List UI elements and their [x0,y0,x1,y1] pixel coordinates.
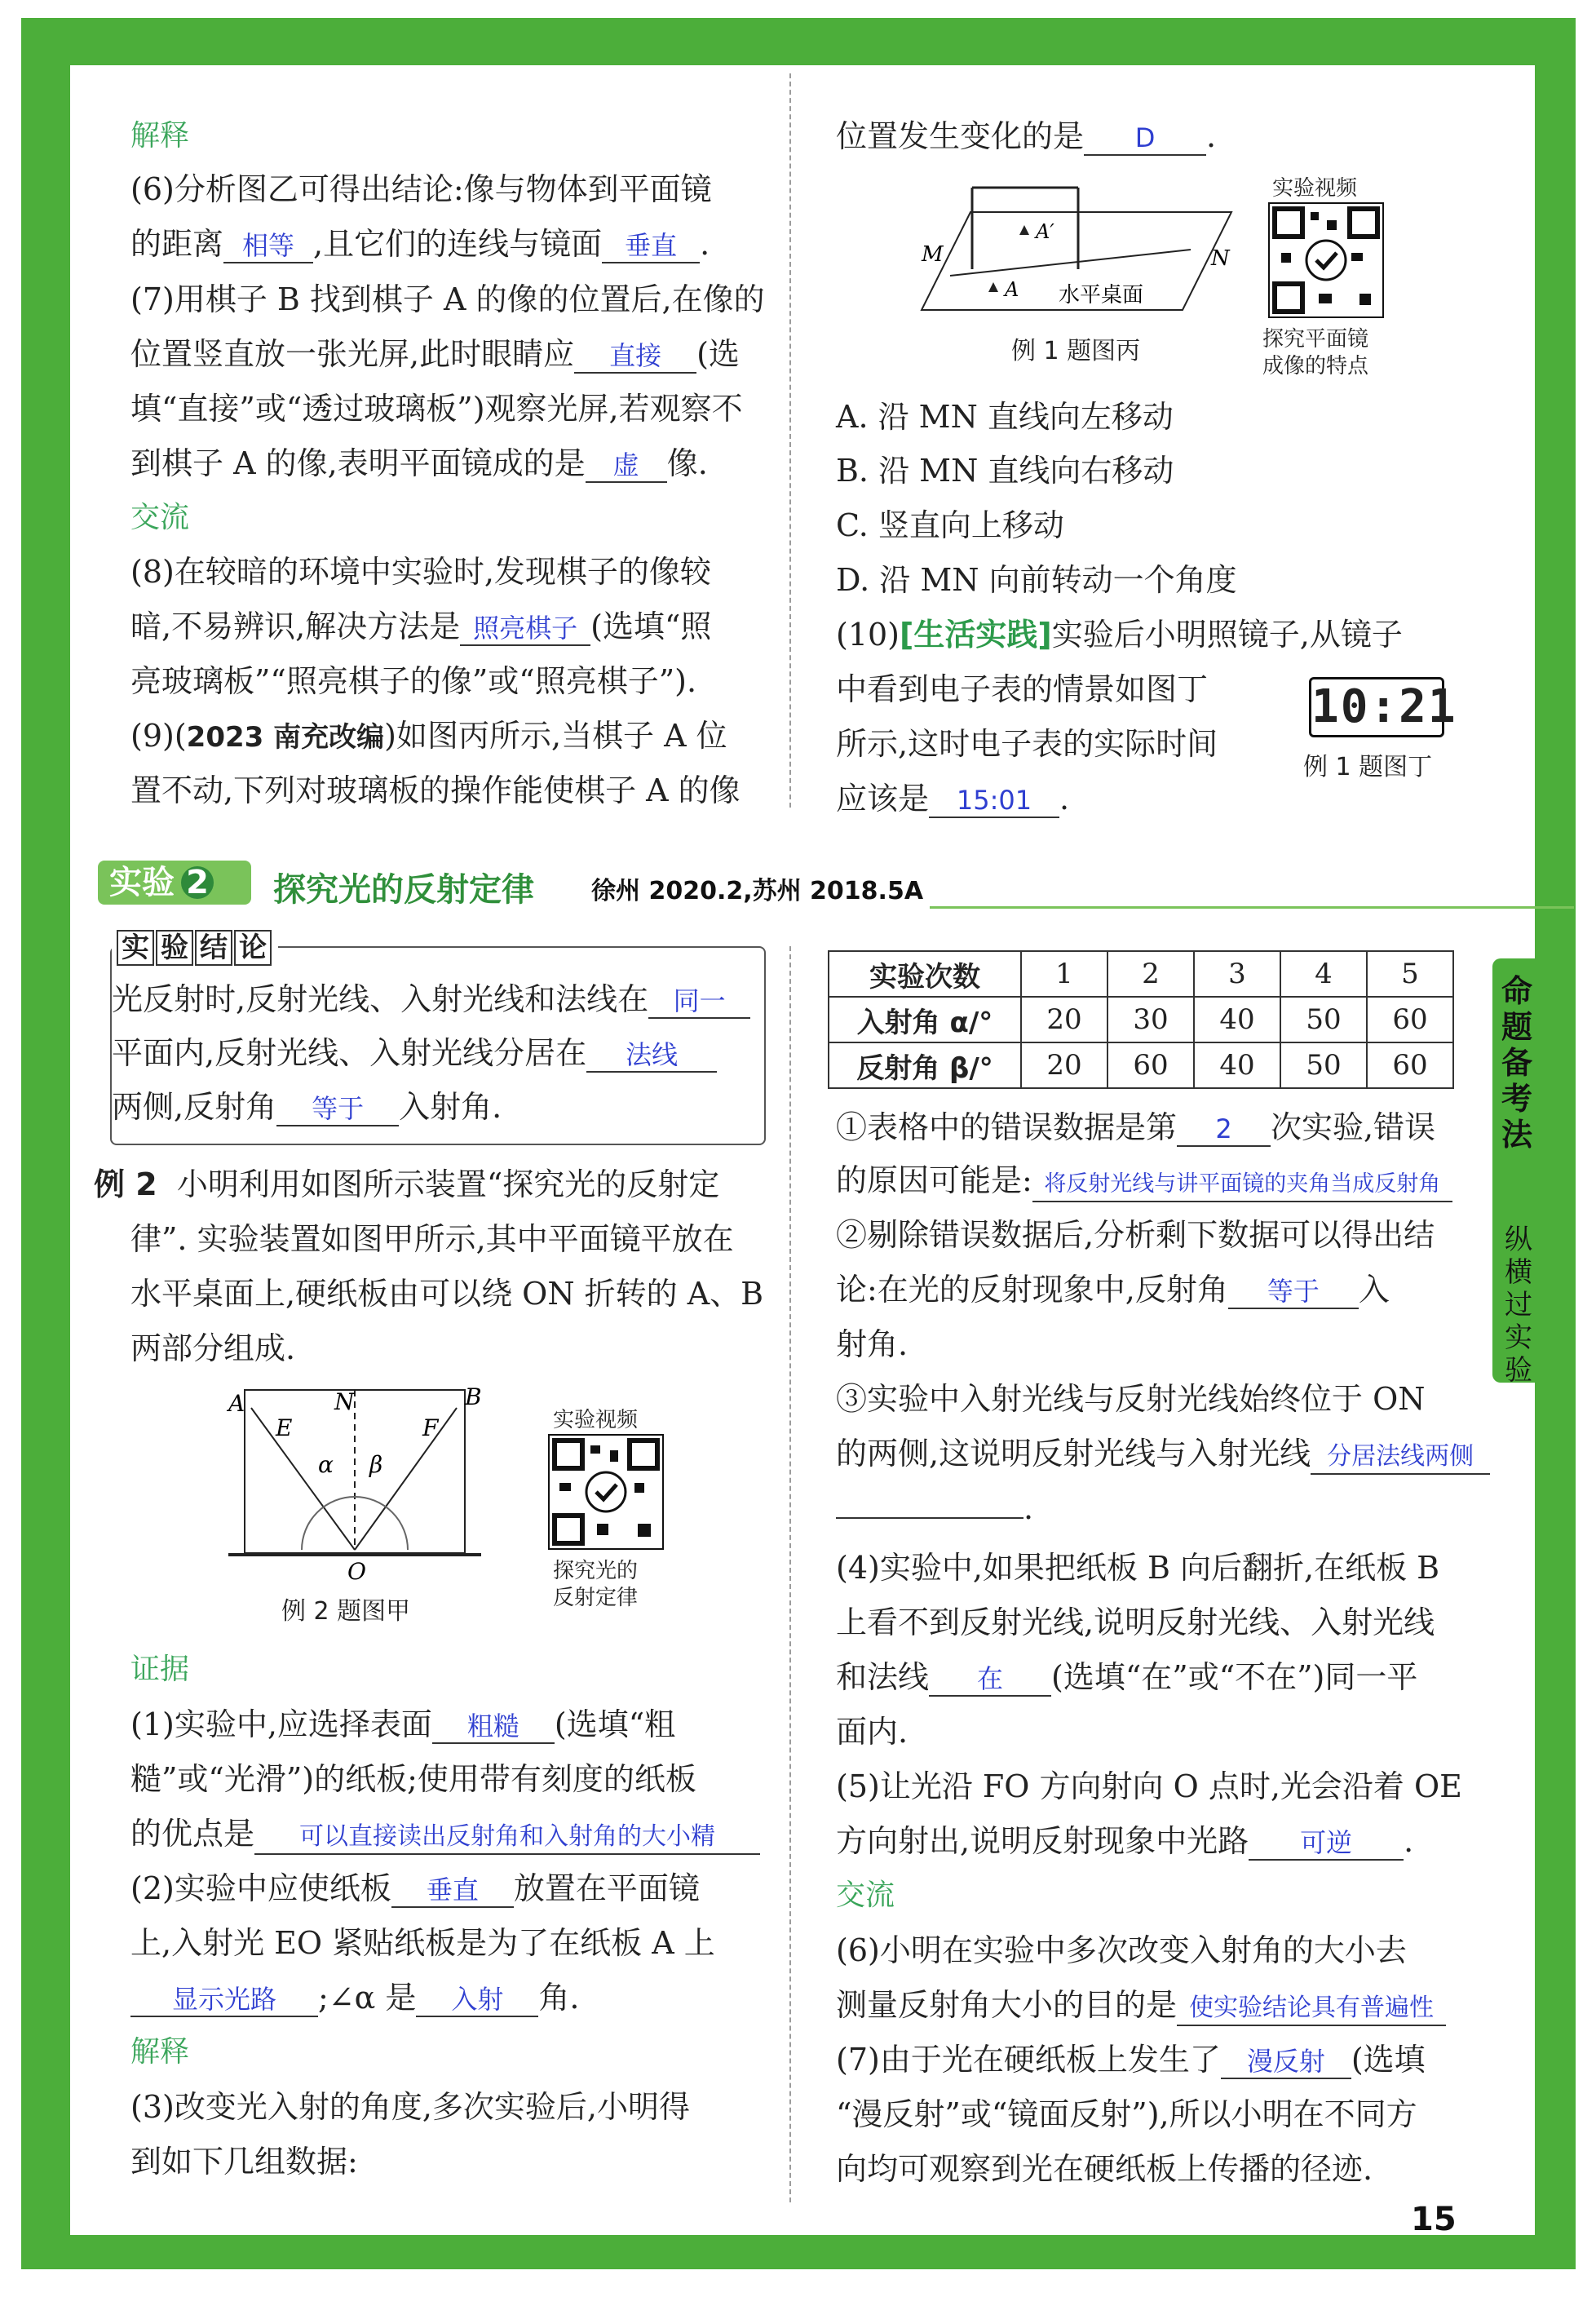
conclusion-label-4: 论 [234,930,272,966]
conclusion-text-2: 平面内,反射光线、入射光线分居在 [112,1035,587,1071]
q9-source: 2023 南充改编 [186,721,385,754]
r-text-2: 次实验,错误 [1271,1109,1436,1145]
table-cell: 20 [1021,997,1107,1042]
conclusion-text-4: 入射角. [399,1089,502,1125]
qr2-label-1: 探究光的 [553,1559,639,1583]
r-answer-3[interactable]: 等于 [1228,1275,1359,1309]
q7r-line2: “漫反射”或“镜面反射”),所以小明在不同方 [836,2096,1417,2132]
ex2-q2-answer-2[interactable]: 显示光路 [130,1983,318,2017]
ex2-q2-line2: 上,入射光 EO 紧贴纸板是为了在纸板 A 上 [130,1925,715,1961]
ex2-q3-line1: (3)改变光入射的角度,多次实验后,小明得 [130,2089,690,2125]
q9-text-a: (9)( [130,718,187,754]
q10-text-c: 应该是 [836,781,930,817]
q6-text-b: ,且它们的连线与镜面 [313,226,603,262]
label-beta: β [369,1451,383,1478]
q6r-line1: (6)小明在实验中多次改变入射角的大小去 [836,1932,1407,1968]
ex2-line4: 两部分组成. [130,1330,296,1366]
table-cell: 20 [1021,1042,1107,1088]
conclusion-line2 [112,1031,717,1075]
chess-piece [988,282,998,292]
q8-line2 [130,604,711,648]
label-b: B [465,1387,482,1410]
ex2-q1-answer-1[interactable]: 粗糙 [432,1710,555,1744]
r-text-4: 论:在光的反射现象中,反射角 [836,1272,1228,1308]
qr1-label-2: 成像的特点 [1262,354,1369,378]
table-row [829,997,1453,1042]
conclusion-line3 [112,1085,502,1129]
figure-d-caption: 例 1 题图丁 [1303,753,1433,781]
q7-text-d: 像. [666,445,708,481]
r-line6: ③实验中入射光线与反射光线始终位于 ON [836,1381,1426,1417]
q9-text-d: . [1206,118,1217,154]
conclusion-label-3: 结 [195,930,232,966]
option-a: A. 沿 MN 直线向左移动 [836,399,1174,435]
conclusion-answer-3[interactable]: 等于 [276,1092,399,1126]
q9-line3 [836,114,1216,158]
section-rule [930,906,1574,909]
heading-communicate-2: 交流 [836,1879,895,1912]
option-c: C. 竖直向上移动 [836,507,1064,543]
q7-text-c: 到棋子 A 的像,表明平面镜成的是 [130,445,586,481]
q7-line2 [130,332,740,376]
table-cell: 30 [1107,997,1194,1042]
q6r-text-a: 测量反射角大小的目的是 [836,1987,1178,2023]
q4-line3 [836,1655,1417,1699]
r-text-7: . [1023,1490,1034,1526]
ex2-q2-answer-3[interactable]: 入射 [416,1983,538,2017]
ex2-q2-text-c: ;∠α 是 [318,1980,417,2016]
heading-communicate: 交流 [130,501,190,534]
q10-line3: 所示,这时电子表的实际时间 [836,726,1218,762]
r-text-6: 的两侧,这说明反射光线与入射光线 [836,1436,1311,1472]
ex2-q1-line3 [130,1812,760,1856]
q8-line3: 亮玻璃板”“照亮棋子的像”或“照亮棋子”). [130,663,697,699]
incident-ray [251,1408,355,1550]
conclusion-answer-2[interactable]: 法线 [586,1038,717,1073]
figure-reflection-setup [220,1387,489,1582]
q6r-line2 [836,1983,1446,2027]
label-a: A [228,1390,245,1417]
q10-text-a: (10) [836,617,900,653]
q5-answer[interactable]: 可逆 [1249,1826,1404,1861]
qr2-label-2: 反射定律 [553,1586,639,1610]
q8-line1: (8)在较暗的环境中实验时,发现棋子的像较 [130,554,711,590]
label-a: A [1005,278,1019,301]
r-answer-4[interactable]: 分居法线两侧 [1311,1441,1490,1475]
q8-answer[interactable]: 照亮棋子 [460,612,590,646]
section-badge-text: 实验 [109,864,175,901]
r-answer-2[interactable]: 将反射光线与讲平面镜的夹角当成反射角 [1032,1168,1452,1202]
qr1-label-1: 探究平面镜 [1262,327,1369,352]
section-2-header [98,861,1468,910]
table-cell: 入射角 α/° [829,997,1021,1042]
q4-line1: (4)实验中,如果把纸板 B 向后翻折,在纸板 B [836,1550,1440,1586]
q4-line4: 面内. [836,1714,909,1750]
q9-answer[interactable]: D [1084,122,1206,156]
r-line8 [836,1486,1033,1530]
q10-text-d: . [1059,781,1070,817]
qr-code-2[interactable] [548,1434,664,1550]
q6-text-a: 的距离 [130,226,224,262]
qr-pattern-icon [550,1436,662,1548]
heading-evidence: 证据 [130,1653,190,1686]
q10-line1 [836,613,1403,657]
table-cell: 3 [1194,951,1280,997]
r-line3: ②剔除错误数据后,分析剩下数据可以得出结 [836,1217,1435,1253]
conclusion-text-3: 两侧,反射角 [112,1089,277,1125]
ex2-q1-text-b: (选填“粗 [554,1706,676,1742]
q4-answer[interactable]: 在 [929,1662,1051,1697]
table-cell: 40 [1194,1042,1280,1088]
q9-text-c: 位置发生变化的是 [836,118,1085,154]
table-cell: 1 [1021,951,1107,997]
reflected-ray [355,1408,457,1550]
q9-line2: 置不动,下列对玻璃板的操作能使棋子 A 的像 [130,772,741,808]
option-d: D. 沿 MN 向前转动一个角度 [836,562,1237,598]
page-frame-bottom [21,2235,1576,2269]
qr-pattern-icon [1270,204,1382,316]
figure-mirror-setup [913,179,1240,326]
q7-answer-2[interactable]: 虚 [586,449,667,483]
figure-a-caption: 例 2 题图甲 [281,1597,411,1626]
q6-line2 [130,222,710,266]
ex2-q1-line2: 糙”或“光滑”)的纸板;使用带有刻度的纸板 [130,1761,696,1797]
q10-text-b: 实验后小明照镜子,从镜子 [1051,617,1403,653]
q7r-line1 [836,2038,1426,2082]
r-line2 [836,1158,1452,1202]
section-number: 2 [181,866,214,899]
q6-line1: (6)分析图乙可得出结论:像与物体到平面镜 [130,171,712,207]
ex2-q1-answer-2[interactable]: 可以直接读出反射角和入射角的大小精 [254,1821,760,1855]
table-cell: 60 [1367,997,1453,1042]
q7-text-b: (选 [696,336,740,372]
ex2-text-1: 小明利用如图所示装置“探究光的反射定 [176,1166,720,1202]
q6-answer-1[interactable]: 相等 [223,229,313,263]
q5-text-b: . [1404,1823,1414,1859]
q7r-answer[interactable]: 漫反射 [1221,2045,1351,2079]
table-cell: 60 [1367,1042,1453,1088]
side-tab-title: 命题备考法 [1501,973,1532,1153]
table-cell: 实验次数 [829,951,1021,997]
ex2-q1-text-a: (1)实验中,应选择表面 [130,1706,432,1742]
r-text-3: 的原因可能是: [836,1162,1032,1198]
ex2-q2-answer-1[interactable]: 垂直 [391,1874,514,1908]
q4-line2: 上看不到反射光线,说明反射光线、入射光线 [836,1604,1435,1640]
heading-explain: 解释 [130,119,190,153]
q6r-answer[interactable]: 使实验结论具有普遍性 [1177,1992,1446,2026]
q4-text-a: 和法线 [836,1659,930,1695]
conclusion-label-1: 实 [117,930,154,966]
figure-c-caption: 例 1 题图丙 [1011,337,1141,365]
q4-text-b: (选填“在”或“不在”)同一平 [1051,1659,1418,1695]
option-b: B. 沿 MN 直线向右移动 [836,453,1174,489]
q7r-text-b: (选填 [1351,2042,1426,2078]
ex2-q3-line2: 到如下几组数据: [130,2144,358,2180]
q10-line2: 中看到电子表的情景如图丁 [836,671,1209,707]
q7r-text-a: (7)由于光在硬纸板上发生了 [836,2042,1221,2078]
section-title: 探究光的反射定律 [273,871,534,909]
q7-text-a: 位置竖直放一张光屏,此时眼睛应 [130,336,575,372]
table-cell: 4 [1280,951,1367,997]
q5-line1: (5)让光沿 FO 方向射向 O 点时,光会沿着 OE [836,1768,1462,1804]
table-row [829,951,1453,997]
table-cell: 2 [1107,951,1194,997]
ex2-q2-text-d: 角. [538,1980,580,2016]
conclusion-box [110,932,766,1145]
qr1-title: 实验视频 [1272,176,1358,201]
q10-tag: [生活实践] [900,617,1052,653]
label-m: M [922,242,944,267]
ex2-q2-text-b: 放置在平面镜 [513,1870,700,1906]
table-cell: 反射角 β/° [829,1042,1021,1088]
conclusion-answer-1[interactable]: 同一 [648,985,750,1019]
table-cell: 50 [1280,997,1367,1042]
page-frame-left [21,18,70,2269]
label-table: 水平桌面 [1059,283,1144,308]
q9-line1 [130,714,727,759]
ex2-q1-text-c: 的优点是 [130,1816,255,1852]
column-divider-bottom [789,946,791,2202]
side-tab-subtitle: 纵横过实验 [1505,1224,1532,1387]
section-badge [98,861,251,905]
ex2-line2: 律”. 实验装置如图甲所示,其中平面镜平放在 [130,1221,734,1257]
ex2-q1-line1 [130,1702,675,1746]
q8-text-b: (选填“照 [590,609,712,644]
r-text-1: ①表格中的错误数据是第 [836,1109,1178,1145]
qr2-title: 实验视频 [553,1408,639,1432]
table-cell: 40 [1194,997,1280,1042]
q5-text-a: 方向射出,说明反射现象中光路 [836,1823,1249,1859]
r-line7 [836,1432,1490,1476]
label-o: O [347,1558,366,1582]
page-number: 15 [1411,2201,1457,2238]
data-table [828,950,1454,1089]
column-divider-top [789,73,791,808]
q7-line4 [130,441,708,485]
conclusion-label-2: 验 [156,930,193,966]
page-frame-top [21,18,1576,65]
ex2-line1 [94,1162,719,1206]
image-piece [1019,225,1029,235]
q6-answer-2[interactable]: 垂直 [602,229,700,263]
table-cell: 60 [1107,1042,1194,1088]
label-n: N [1211,246,1230,271]
q6-text-c: . [700,226,710,262]
section-source: 徐州 2020.2,苏州 2018.5A [591,877,924,905]
q9-text-b: )如图丙所示,当棋子 A 位 [384,718,727,754]
ex2-q2-line3 [130,1976,579,2020]
table-cell: 5 [1367,951,1453,997]
q10-answer[interactable]: 15:01 [929,784,1059,818]
r-answer-4-continuation [836,1517,1023,1519]
conclusion-label [112,930,278,966]
conclusion-text-1: 光反射时,反射光线、入射光线和法线在 [112,981,649,1017]
label-e: E [276,1414,293,1441]
r-answer-1[interactable]: 2 [1177,1113,1271,1147]
label-n: N [334,1388,355,1415]
table-cell: 50 [1280,1042,1367,1088]
qr-code-1[interactable] [1268,202,1384,318]
q8-text-a: 暗,不易辨识,解决方法是 [130,609,461,644]
q7-line1: (7)用棋子 B 找到棋子 A 的像的位置后,在像的 [130,281,765,317]
line-mn [950,250,1191,276]
conclusion-line1 [112,977,750,1021]
ex2-label: 例 2 [94,1166,157,1202]
label-a-prime: A′ [1036,220,1054,243]
ex2-q2-text-a: (2)实验中应使纸板 [130,1870,391,1906]
q7-line3: 填“直接”或“透过玻璃板”)观察光屏,若观察不 [130,391,743,427]
r-line5: 射角. [836,1326,909,1362]
q10-line4 [836,777,1069,821]
r-line1 [836,1105,1435,1149]
label-f: F [422,1414,439,1441]
q7r-line3: 向均可观察到光在硬纸板上传播的径迹. [836,2151,1373,2187]
heading-explain-2: 解释 [130,2035,190,2069]
q7-answer-1[interactable]: 直接 [574,339,696,374]
table-row [829,1042,1453,1088]
r-text-5: 入 [1358,1272,1390,1308]
ex2-line3: 水平桌面上,硬纸板由可以绕 ON 折转的 A、B [130,1276,764,1312]
label-alpha: α [318,1451,334,1478]
r-line4 [836,1268,1390,1312]
digital-clock: 10:21 [1309,677,1444,737]
q5-line2 [836,1819,1413,1863]
ex2-q2-line1 [130,1866,700,1910]
